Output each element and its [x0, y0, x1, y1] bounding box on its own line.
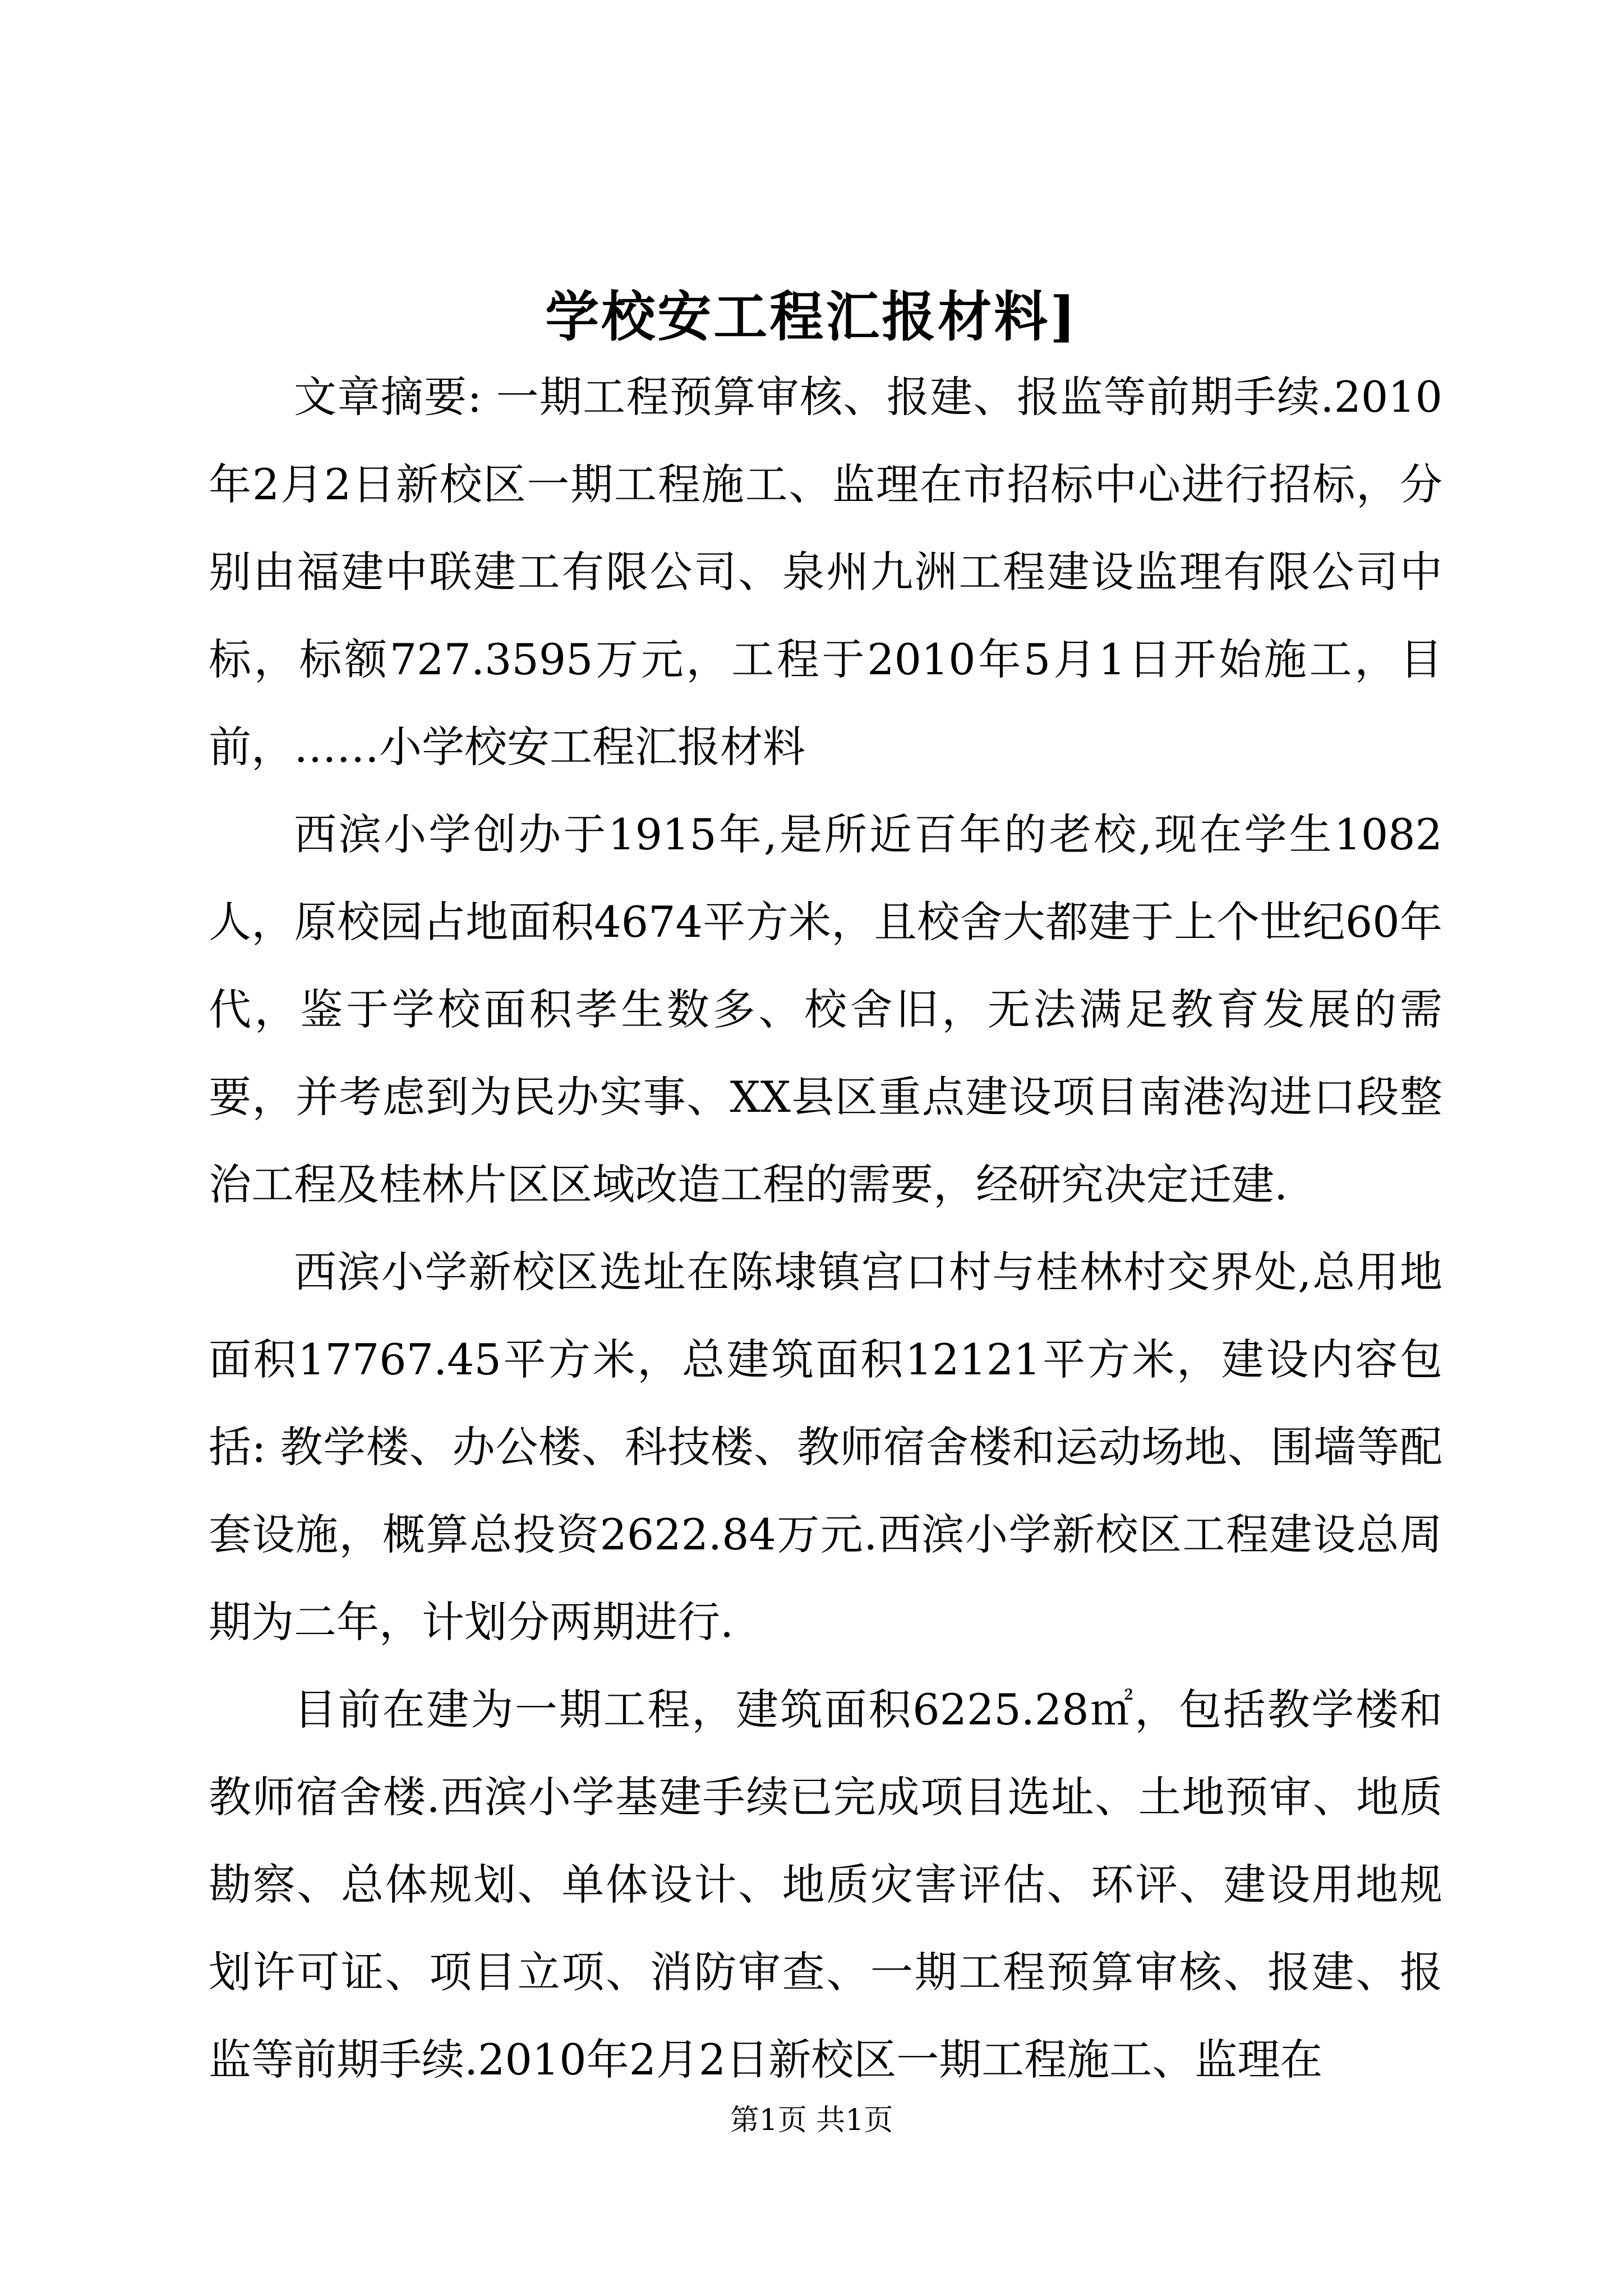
- page-footer: 第1页 共1页: [730, 2104, 893, 2137]
- paragraph-new-campus: 西滨小学新校区选址在陈埭镇宫口村与桂林村交界处,总用地面积17767.45平方米，总建筑面积12121平方米，建设内容包括: 教学楼、办公楼、科技楼、教师宿舍楼和运动场地、围墙等配套设施，概算总投资2622.84万元.西滨小学新校区工程建设总周期为二年，计划分两期进行.: [209, 1247, 1442, 1647]
- paragraph-school-history: 西滨小学创办于1915年,是所近百年的老校,现在学生1082人，原校园占地面积4674平方米，且校舍大都建于上个世纪60年代，鉴于学校面积孝生数多、校舍旧，无法满足教育发展的需要，并考虑到为民办实事、XX县区重点建设项目南港沟进口段整治工程及桂林片区区域改造工程的需要，经研究决定迁建.: [209, 809, 1442, 1209]
- paragraph-phase-one: 目前在建为一期工程，建筑面积6225.28㎡，包括教学楼和教师宿舍楼.西滨小学基建手续已完成项目选址、土地预审、地质勘察、总体规划、单体设计、地质灾害评估、环评、建设用地规划许可证、项目立项、消防审查、一期工程预算审核、报建、报监等前期手续.2010年2月2日新校区一期工程施工、监理在: [209, 1685, 1442, 2085]
- paragraph-abstract: 文章摘要: 一期工程预算审核、报建、报监等前期手续.2010年2月2日新校区一期工程施工、监理在市招标中心进行招标，分别由福建中联建工有限公司、泉州九洲工程建设监理有限公司中标，标额727.3595万元，工程于2010年5月1日开始施工，目前，……小学校安工程汇报材料: [209, 372, 1442, 772]
- document-body: [209, 353, 1442, 2104]
- document-title: 学校安工程汇报材料]: [545, 285, 1078, 348]
